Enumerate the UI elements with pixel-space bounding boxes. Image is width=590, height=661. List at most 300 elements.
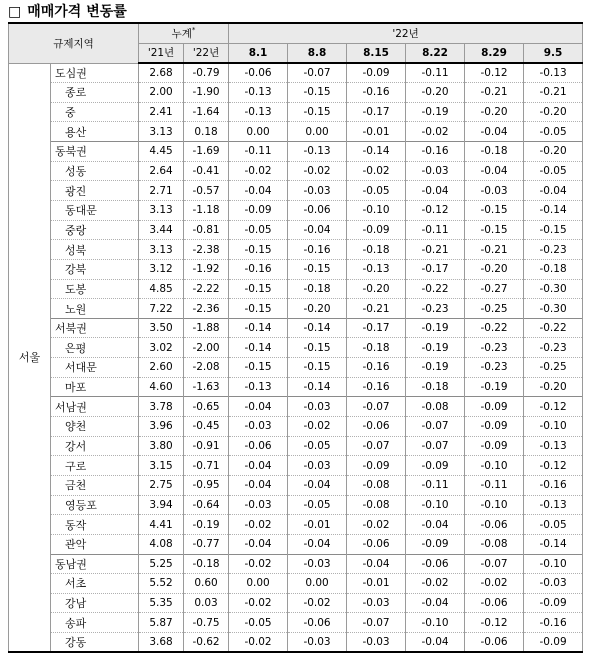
value-cell: 2.68 [139,63,184,83]
value-cell: -0.13 [288,142,347,162]
value-cell: -0.19 [184,515,229,535]
value-cell: -1.88 [184,318,229,338]
cumulative-col-2021: '21년 [139,43,184,63]
value-cell: -0.09 [347,63,406,83]
value-cell: -0.23 [465,338,524,358]
value-cell: -0.57 [184,181,229,201]
value-cell: 5.25 [139,554,184,574]
value-cell: -0.12 [524,397,583,417]
value-cell: 3.78 [139,397,184,417]
value-cell: 2.75 [139,475,184,495]
district-name: 송파 [51,613,139,633]
value-cell: -0.16 [347,377,406,397]
value-cell: -0.25 [465,299,524,319]
week-col-6: 9.5 [524,43,583,63]
table-row [9,633,583,653]
value-cell: -0.05 [524,161,583,181]
value-cell: -0.05 [229,613,288,633]
week-col-3: 8.15 [347,43,406,63]
table-row [9,338,583,358]
value-cell: -0.03 [288,397,347,417]
value-cell: 2.60 [139,358,184,378]
value-cell: 0.03 [184,593,229,613]
value-cell: -0.27 [465,279,524,299]
value-cell: -0.20 [406,83,465,103]
value-cell: -0.10 [465,456,524,476]
district-name: 강동 [51,633,139,653]
value-cell: -1.18 [184,200,229,220]
district-name: 강남 [51,593,139,613]
value-cell: -0.05 [288,495,347,515]
value-cell: -0.20 [288,299,347,319]
value-cell: -0.02 [229,554,288,574]
value-cell: -0.21 [465,240,524,260]
value-cell: 3.13 [139,200,184,220]
value-cell: -0.16 [288,240,347,260]
district-group-name: 동남권 [51,554,139,574]
value-cell: 2.41 [139,102,184,122]
value-cell: -0.18 [347,338,406,358]
value-cell: 4.45 [139,142,184,162]
value-cell: -0.09 [465,436,524,456]
value-cell: -0.03 [524,574,583,594]
value-cell: -0.18 [184,554,229,574]
value-cell: -0.19 [465,377,524,397]
value-cell: 5.87 [139,613,184,633]
value-cell: -0.06 [229,63,288,83]
value-cell: -0.16 [524,613,583,633]
value-cell: 3.12 [139,259,184,279]
value-cell: -0.05 [524,122,583,142]
value-cell: -0.62 [184,633,229,653]
value-cell: -0.15 [229,240,288,260]
value-cell: -0.03 [288,633,347,653]
table-row [9,417,583,437]
value-cell: -0.21 [406,240,465,260]
district-name: 강북 [51,259,139,279]
value-cell: -0.14 [524,200,583,220]
value-cell: -0.23 [406,299,465,319]
value-cell: -2.00 [184,338,229,358]
value-cell: -0.65 [184,397,229,417]
district-group-name: 동북권 [51,142,139,162]
value-cell: -0.09 [465,417,524,437]
district-name: 노원 [51,299,139,319]
district-name: 성동 [51,161,139,181]
value-cell: -0.04 [229,475,288,495]
value-cell: -0.05 [347,181,406,201]
value-cell: -0.08 [347,495,406,515]
value-cell: -0.18 [406,377,465,397]
region-header: 규제지역 [9,23,139,63]
value-cell: -0.21 [465,83,524,103]
value-cell: -0.06 [465,633,524,653]
value-cell: 3.68 [139,633,184,653]
week-col-1: 8.1 [229,43,288,63]
price-change-table [8,22,583,653]
value-cell: -0.08 [406,397,465,417]
value-cell: -0.01 [347,122,406,142]
value-cell: -0.14 [229,318,288,338]
table-row [9,299,583,319]
region-cell: 서울 [9,63,51,652]
value-cell: -2.08 [184,358,229,378]
value-cell: -0.09 [406,456,465,476]
value-cell: 3.15 [139,456,184,476]
district-name: 종로 [51,83,139,103]
value-cell: -0.15 [465,220,524,240]
table-row [9,613,583,633]
value-cell: -0.23 [524,338,583,358]
value-cell: -0.16 [229,259,288,279]
value-cell: 2.64 [139,161,184,181]
value-cell: -0.06 [406,554,465,574]
value-cell: 3.80 [139,436,184,456]
checkbox-square-icon: □ [8,4,22,20]
value-cell: -0.06 [288,200,347,220]
district-name: 서대문 [51,358,139,378]
value-cell: 3.13 [139,240,184,260]
value-cell: -0.04 [229,456,288,476]
value-cell: -0.64 [184,495,229,515]
value-cell: 4.85 [139,279,184,299]
district-name: 동작 [51,515,139,535]
value-cell: -0.21 [347,299,406,319]
district-group-name: 서남권 [51,397,139,417]
value-cell: -0.09 [524,633,583,653]
table-row [9,515,583,535]
table-row [9,574,583,594]
value-cell: 2.71 [139,181,184,201]
value-cell: -0.15 [288,338,347,358]
district-name: 영등포 [51,495,139,515]
value-cell: -0.02 [288,161,347,181]
table-row [9,122,583,142]
value-cell: -0.06 [465,515,524,535]
district-name: 금천 [51,475,139,495]
district-name: 성북 [51,240,139,260]
value-cell: -0.20 [524,377,583,397]
value-cell: 3.96 [139,417,184,437]
week-col-5: 8.29 [465,43,524,63]
table-row [9,142,583,162]
value-cell: -0.06 [347,417,406,437]
value-cell: -0.11 [406,475,465,495]
value-cell: -0.07 [288,63,347,83]
table-row [9,554,583,574]
value-cell: -2.36 [184,299,229,319]
value-cell: -0.12 [465,613,524,633]
value-cell: -0.13 [524,495,583,515]
value-cell: -0.22 [524,318,583,338]
value-cell: -0.10 [406,613,465,633]
value-cell: -0.19 [406,318,465,338]
value-cell: -0.06 [465,593,524,613]
value-cell: -0.14 [524,534,583,554]
value-cell: -0.20 [524,102,583,122]
week-col-2: 8.8 [288,43,347,63]
value-cell: -0.07 [406,417,465,437]
cumulative-header [139,23,229,43]
district-name: 용산 [51,122,139,142]
value-cell: -0.03 [229,417,288,437]
value-cell: -1.69 [184,142,229,162]
value-cell: -0.04 [229,534,288,554]
value-cell: -0.10 [524,417,583,437]
value-cell: -0.30 [524,279,583,299]
value-cell: -0.14 [229,338,288,358]
table-row [9,358,583,378]
value-cell: -0.15 [288,259,347,279]
table-row [9,181,583,201]
value-cell: -0.13 [524,436,583,456]
value-cell: -0.04 [288,534,347,554]
value-cell: -0.18 [524,259,583,279]
value-cell: -0.03 [465,181,524,201]
value-cell: -0.11 [465,475,524,495]
value-cell: -0.71 [184,456,229,476]
district-name: 강서 [51,436,139,456]
value-cell: -0.95 [184,475,229,495]
value-cell: -0.05 [288,436,347,456]
value-cell: -2.22 [184,279,229,299]
value-cell: -0.23 [465,358,524,378]
value-cell: -0.14 [288,377,347,397]
cumulative-col-2022: '22년 [184,43,229,63]
value-cell: -0.17 [347,102,406,122]
value-cell: 0.00 [229,122,288,142]
section-title [8,2,127,22]
value-cell: -0.45 [184,417,229,437]
value-cell: -0.12 [465,63,524,83]
value-cell: -0.02 [465,574,524,594]
table-row [9,495,583,515]
district-group-name: 도심권 [51,63,139,83]
value-cell: -0.04 [347,554,406,574]
value-cell: -0.21 [524,83,583,103]
value-cell: -0.04 [229,181,288,201]
district-name: 광진 [51,181,139,201]
value-cell: -0.04 [406,633,465,653]
table-row [9,240,583,260]
value-cell: 3.13 [139,122,184,142]
district-name: 서초 [51,574,139,594]
value-cell: -0.07 [347,613,406,633]
value-cell: -0.09 [406,534,465,554]
cumulative-footnote-mark: * [191,25,196,34]
value-cell: -0.11 [406,220,465,240]
value-cell: -0.13 [229,102,288,122]
value-cell: -0.06 [347,534,406,554]
value-cell: -0.22 [465,318,524,338]
year-header: '22년 [229,23,583,43]
value-cell: -0.11 [229,142,288,162]
value-cell: 3.50 [139,318,184,338]
value-cell: 4.08 [139,534,184,554]
week-col-4: 8.22 [406,43,465,63]
value-cell: 3.94 [139,495,184,515]
title-text: 매매가격 변동률 [27,4,127,20]
value-cell: -0.03 [288,456,347,476]
value-cell: 3.44 [139,220,184,240]
value-cell: 4.41 [139,515,184,535]
value-cell: -0.02 [229,515,288,535]
district-name: 마포 [51,377,139,397]
value-cell: -0.04 [524,181,583,201]
value-cell: -0.07 [465,554,524,574]
value-cell: -0.91 [184,436,229,456]
value-cell: -0.16 [347,358,406,378]
value-cell: -0.18 [465,142,524,162]
district-name: 중 [51,102,139,122]
value-cell: -0.08 [465,534,524,554]
table-row [9,279,583,299]
cumulative-label: 누계 [171,27,192,40]
value-cell: 0.18 [184,122,229,142]
value-cell: 0.00 [229,574,288,594]
value-cell: -0.07 [347,397,406,417]
value-cell: -0.06 [288,613,347,633]
district-name: 은평 [51,338,139,358]
table-row [9,63,583,83]
value-cell: -0.15 [229,279,288,299]
value-cell: -0.03 [229,495,288,515]
value-cell: -0.02 [288,593,347,613]
value-cell: -2.38 [184,240,229,260]
table-row [9,436,583,456]
table-body [9,63,583,652]
value-cell: 7.22 [139,299,184,319]
district-name: 양천 [51,417,139,437]
value-cell: -0.10 [465,495,524,515]
value-cell: -0.01 [288,515,347,535]
value-cell: 0.60 [184,574,229,594]
value-cell: -0.07 [406,436,465,456]
value-cell: -0.03 [288,554,347,574]
table-row [9,83,583,103]
value-cell: -0.01 [347,574,406,594]
value-cell: -0.15 [288,102,347,122]
value-cell: -0.04 [288,220,347,240]
value-cell: -0.13 [524,63,583,83]
value-cell: -0.02 [229,593,288,613]
value-cell: -0.04 [229,397,288,417]
value-cell: -0.20 [524,142,583,162]
value-cell: -0.05 [229,220,288,240]
value-cell: -0.11 [406,63,465,83]
table-row [9,593,583,613]
value-cell: -0.75 [184,613,229,633]
table-row [9,475,583,495]
table-row [9,377,583,397]
value-cell: -0.81 [184,220,229,240]
value-cell: -1.92 [184,259,229,279]
value-cell: -0.03 [406,161,465,181]
table-row [9,534,583,554]
value-cell: -0.09 [229,200,288,220]
value-cell: -0.17 [406,259,465,279]
value-cell: -0.04 [288,475,347,495]
value-cell: -0.02 [406,122,465,142]
value-cell: -0.10 [406,495,465,515]
header-row-top [9,23,583,43]
value-cell: -0.06 [229,436,288,456]
value-cell: -0.02 [229,161,288,181]
value-cell: -0.15 [524,220,583,240]
value-cell: -0.20 [465,102,524,122]
value-cell: -0.05 [524,515,583,535]
value-cell: -0.20 [347,279,406,299]
value-cell: -0.03 [347,633,406,653]
value-cell: -0.15 [229,299,288,319]
value-cell: -0.03 [347,593,406,613]
value-cell: -0.02 [288,417,347,437]
value-cell: -0.10 [347,200,406,220]
value-cell: -1.64 [184,102,229,122]
value-cell: -0.19 [406,338,465,358]
value-cell: -0.09 [347,456,406,476]
value-cell: -0.18 [288,279,347,299]
district-group-name: 서북권 [51,318,139,338]
value-cell: -0.25 [524,358,583,378]
value-cell: -0.15 [465,200,524,220]
district-name: 구로 [51,456,139,476]
value-cell: -0.04 [406,181,465,201]
district-name: 도봉 [51,279,139,299]
value-cell: -0.08 [347,475,406,495]
value-cell: -0.23 [524,240,583,260]
value-cell: 0.00 [288,122,347,142]
value-cell: -0.14 [347,142,406,162]
value-cell: 2.00 [139,83,184,103]
value-cell: -0.19 [406,102,465,122]
value-cell: 4.60 [139,377,184,397]
value-cell: -0.02 [347,515,406,535]
value-cell: -1.90 [184,83,229,103]
value-cell: 3.02 [139,338,184,358]
value-cell: -0.09 [524,593,583,613]
value-cell: -0.02 [406,574,465,594]
value-cell: -0.22 [406,279,465,299]
table-row [9,397,583,417]
value-cell: -0.41 [184,161,229,181]
value-cell: -0.19 [406,358,465,378]
district-name: 중랑 [51,220,139,240]
value-cell: -0.14 [288,318,347,338]
value-cell: -0.30 [524,299,583,319]
value-cell: -0.16 [406,142,465,162]
value-cell: -0.16 [524,475,583,495]
value-cell: -0.13 [229,377,288,397]
value-cell: -0.16 [347,83,406,103]
table-row [9,318,583,338]
value-cell: -0.15 [229,358,288,378]
value-cell: 0.00 [288,574,347,594]
value-cell: -0.79 [184,63,229,83]
value-cell: -0.12 [524,456,583,476]
value-cell: -0.77 [184,534,229,554]
value-cell: -0.07 [347,436,406,456]
value-cell: -0.04 [465,161,524,181]
district-name: 관악 [51,534,139,554]
value-cell: -1.63 [184,377,229,397]
value-cell: 5.52 [139,574,184,594]
value-cell: -0.15 [288,83,347,103]
value-cell: -0.03 [288,181,347,201]
district-name: 동대문 [51,200,139,220]
table-row [9,200,583,220]
value-cell: -0.04 [465,122,524,142]
